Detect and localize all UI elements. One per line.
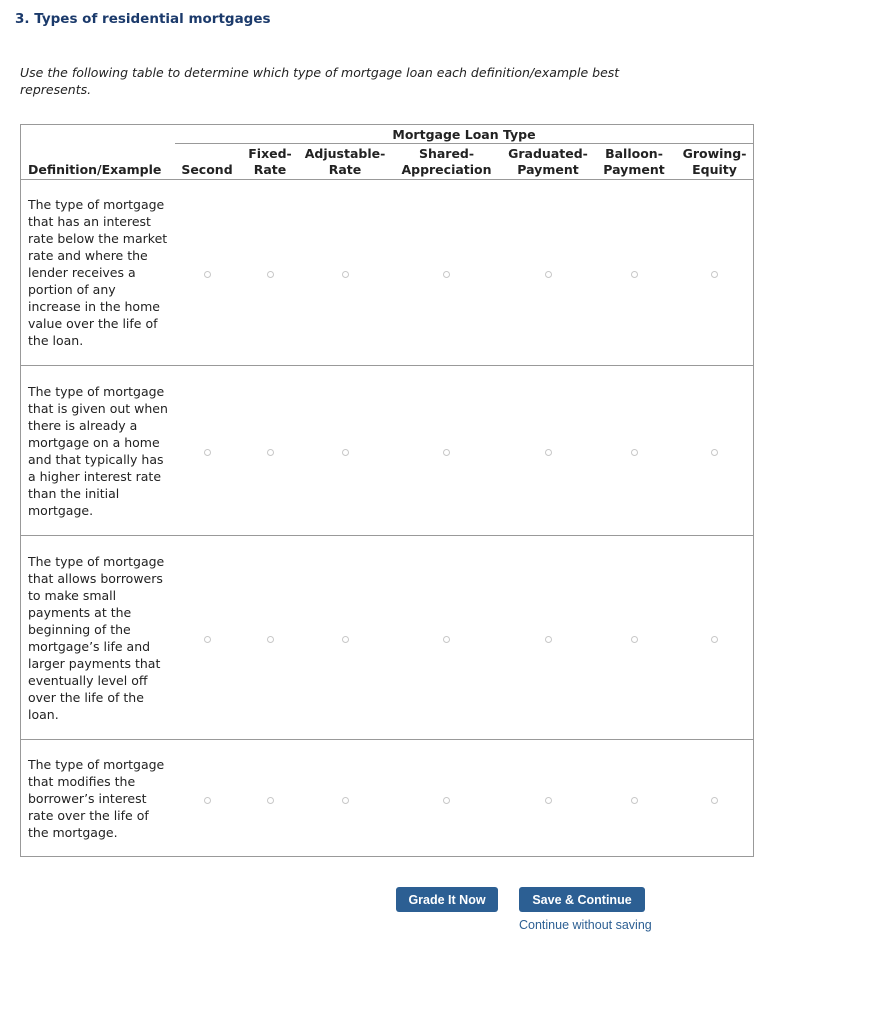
group-header: Mortgage Loan Type	[175, 125, 753, 144]
radio-cell	[676, 740, 753, 857]
radio-option-shared-appreciation[interactable]	[443, 449, 450, 456]
column-header-line2: Appreciation	[401, 162, 492, 177]
column-header-line2: Rate	[253, 162, 287, 177]
header-spacer	[21, 125, 175, 144]
row-header: Definition/Example	[21, 144, 175, 180]
column-header-line2: Rate	[328, 162, 362, 177]
radio-cell	[175, 180, 239, 366]
radio-cell	[676, 536, 753, 740]
radio-cell	[504, 536, 592, 740]
radio-option-fixed-rate[interactable]	[267, 449, 274, 456]
radio-option-adjustable-rate[interactable]	[342, 449, 349, 456]
radio-option-graduated-payment[interactable]	[545, 271, 552, 278]
column-header-graduated-payment	[504, 144, 592, 180]
continue-without-saving-link[interactable]: Continue without saving	[519, 918, 652, 932]
radio-cell	[389, 180, 504, 366]
radio-option-shared-appreciation[interactable]	[443, 271, 450, 278]
radio-cell	[592, 366, 676, 536]
radio-cell	[175, 536, 239, 740]
radio-option-second[interactable]	[204, 636, 211, 643]
radio-option-graduated-payment[interactable]	[545, 797, 552, 804]
radio-cell	[301, 180, 389, 366]
radio-cell	[239, 366, 301, 536]
table-row	[21, 366, 753, 536]
radio-option-adjustable-rate[interactable]	[342, 797, 349, 804]
radio-option-balloon-payment[interactable]	[631, 449, 638, 456]
radio-cell	[239, 180, 301, 366]
radio-option-growing-equity[interactable]	[711, 449, 718, 456]
definition-text: The type of mortgage that allows borrowers to make small payments at the beginning of the mortgage’s life and larger payments that eventually level off over the life of the loan.	[21, 536, 175, 740]
radio-option-adjustable-rate[interactable]	[342, 271, 349, 278]
mortgage-table	[20, 124, 754, 857]
radio-cell	[239, 536, 301, 740]
radio-option-fixed-rate[interactable]	[267, 636, 274, 643]
radio-option-balloon-payment[interactable]	[631, 636, 638, 643]
radio-option-graduated-payment[interactable]	[545, 636, 552, 643]
definition-text: The type of mortgage that is given out when there is already a mortgage on a home and that typically has a higher interest rate than the initial mortgage.	[21, 366, 175, 536]
column-header-line1: Growing-	[682, 146, 747, 161]
instructions-text: Use the following table to determine which type of mortgage loan each definition/example best represents.	[20, 65, 620, 97]
radio-option-growing-equity[interactable]	[711, 797, 718, 804]
table-row	[21, 740, 753, 857]
definition-text: The type of mortgage that has an interest rate below the market rate and where the lender receives a portion of any increase in the home value over the life of the loan.	[21, 180, 175, 366]
radio-option-graduated-payment[interactable]	[545, 449, 552, 456]
save-and-continue-button[interactable]: Save & Continue	[519, 887, 645, 912]
radio-cell	[389, 740, 504, 857]
column-header-second	[175, 144, 239, 180]
column-header-line1: Graduated-	[508, 146, 588, 161]
radio-cell	[504, 366, 592, 536]
radio-cell	[676, 180, 753, 366]
column-header-line1: Fixed-	[248, 146, 292, 161]
radio-option-balloon-payment[interactable]	[631, 797, 638, 804]
column-header-line1: Shared-	[418, 146, 475, 161]
column-header-adjustable-rate	[301, 144, 389, 180]
radio-cell	[301, 536, 389, 740]
radio-cell	[389, 536, 504, 740]
radio-cell	[175, 740, 239, 857]
radio-cell	[504, 180, 592, 366]
radio-option-second[interactable]	[204, 271, 211, 278]
radio-option-fixed-rate[interactable]	[267, 797, 274, 804]
radio-cell	[175, 366, 239, 536]
column-header-line2: Payment	[517, 162, 579, 177]
radio-cell	[592, 180, 676, 366]
column-header-line1: Balloon-	[605, 146, 663, 161]
radio-option-shared-appreciation[interactable]	[443, 797, 450, 804]
table-row	[21, 536, 753, 740]
radio-option-second[interactable]	[204, 449, 211, 456]
column-header-line2: Payment	[603, 162, 665, 177]
column-header-line1: Adjustable-	[304, 146, 386, 161]
column-header-line2: Second	[181, 162, 233, 177]
radio-option-second[interactable]	[204, 797, 211, 804]
radio-cell	[301, 740, 389, 857]
radio-option-fixed-rate[interactable]	[267, 271, 274, 278]
grade-it-now-button[interactable]: Grade It Now	[396, 887, 498, 912]
radio-cell	[676, 366, 753, 536]
radio-cell	[592, 740, 676, 857]
radio-option-growing-equity[interactable]	[711, 636, 718, 643]
column-header-line2: Equity	[692, 162, 737, 177]
table-row	[21, 180, 753, 366]
radio-option-shared-appreciation[interactable]	[443, 636, 450, 643]
column-header-fixed-rate	[239, 144, 301, 180]
column-header-shared-appreciation	[389, 144, 504, 180]
question-title: 3. Types of residential mortgages	[15, 11, 271, 27]
radio-cell	[592, 536, 676, 740]
radio-cell	[301, 366, 389, 536]
radio-option-balloon-payment[interactable]	[631, 271, 638, 278]
column-header-growing-equity	[676, 144, 753, 180]
definition-text: The type of mortgage that modifies the borrower’s interest rate over the life of the mortgage.	[28, 756, 165, 840]
radio-option-adjustable-rate[interactable]	[342, 636, 349, 643]
radio-option-growing-equity[interactable]	[711, 271, 718, 278]
radio-cell	[239, 740, 301, 857]
radio-cell	[389, 366, 504, 536]
column-header-balloon-payment	[592, 144, 676, 180]
radio-cell	[504, 740, 592, 857]
